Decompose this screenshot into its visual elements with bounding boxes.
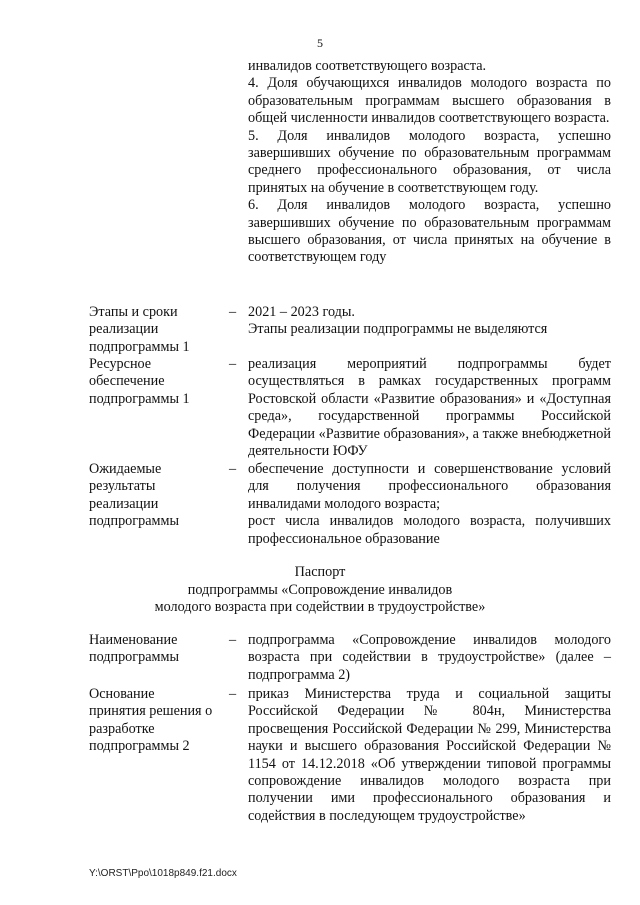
paragraph: 4. Доля обучающихся инвалидов молодого возраста по образовательным программам высшего образования в общей численности инвалидов соответствующего возраста. [248,75,611,127]
row-dash: – [229,632,237,648]
paragraph: обеспечение доступности и совершенствование условий для получения профессионального образования инвалидами молодого возраста; [248,461,611,512]
passport1-row-results [89,461,611,548]
row-value [248,632,611,684]
passport2-row-name [89,632,611,684]
row-dash: – [229,356,237,372]
passport2-row-basis [89,686,611,825]
title-line: подпрограммы «Сопровождение инвалидов [187,581,453,598]
row-value [248,461,611,548]
row-label: Ресурсное обеспечение подпрограммы 1 [89,356,190,407]
paragraph: подпрограмма «Сопровождение инвалидов молодого возраста при содействии в трудоустройстве» (далее – подпрограмма 2) [248,632,611,683]
row-value [248,304,611,339]
passport1-row-resources [89,356,611,460]
paragraph: Этапы реализации подпрограммы не выделяются [248,321,548,338]
passport2-title [0,564,640,617]
row-label: Ожидаемые результаты реализации подпрограммы [89,461,179,530]
row-dash: – [229,304,237,320]
title-line: молодого возраста при содействии в трудоустройстве» [154,599,486,616]
row-dash: – [229,686,237,702]
paragraph: 6. Доля инвалидов молодого возраста, успешно завершивших обучение по образовательным программам высшего образования, от числа принятых на обучение в соответствующем году [248,197,611,266]
continued-block [89,58,611,267]
paragraph: рост числа инвалидов молодого возраста, получивших профессиональное образование [248,513,611,547]
footer-file-path: Y:\ORST\Ppo\1018p849.f21.docx [89,868,237,879]
paragraph: инвалидов соответствующего возраста. [248,58,487,74]
continued-value [248,58,611,267]
row-dash: – [229,461,237,477]
row-label: Основание принятия решения о разработке подпрограммы 2 [89,686,213,755]
passport1-row-stages [89,304,611,355]
page-number: 5 [317,36,323,50]
row-label: Наименование подпрограммы [89,632,179,666]
paragraph: реализация мероприятий подпрограммы будет осуществляться в рамках государственных программ Ростовской области «Развитие образования» и «Доступная среда», государственной программы Российской Федерации «Развитие образования», а также внебюджетной деятельности ЮФУ [248,356,611,460]
row-value [248,686,611,825]
paragraph: 5. Доля инвалидов молодого возраста, успешно завершивших обучение по образовательным программам среднего профессионального образования, от числа принятых на обучение в соответствующем году. [248,127,611,196]
paragraph: приказ Министерства труда и социальной защиты Российской Федерации № 804н, Министерства просвещения Российской Федерации № 299, Министерства науки и высшего образования Российской Федерации № 1154 от 14.12.2018 «Об утверждении типовой программы сопровождение инвалидов молодого возраста при получении ими профессионального образования и содействия в последующем трудоустройстве» [248,686,611,824]
title-line: Паспорт [294,564,346,580]
row-value [248,356,611,460]
paragraph: 2021 – 2023 годы. [248,304,355,320]
row-label: Этапы и сроки реализации подпрограммы 1 [89,304,190,355]
